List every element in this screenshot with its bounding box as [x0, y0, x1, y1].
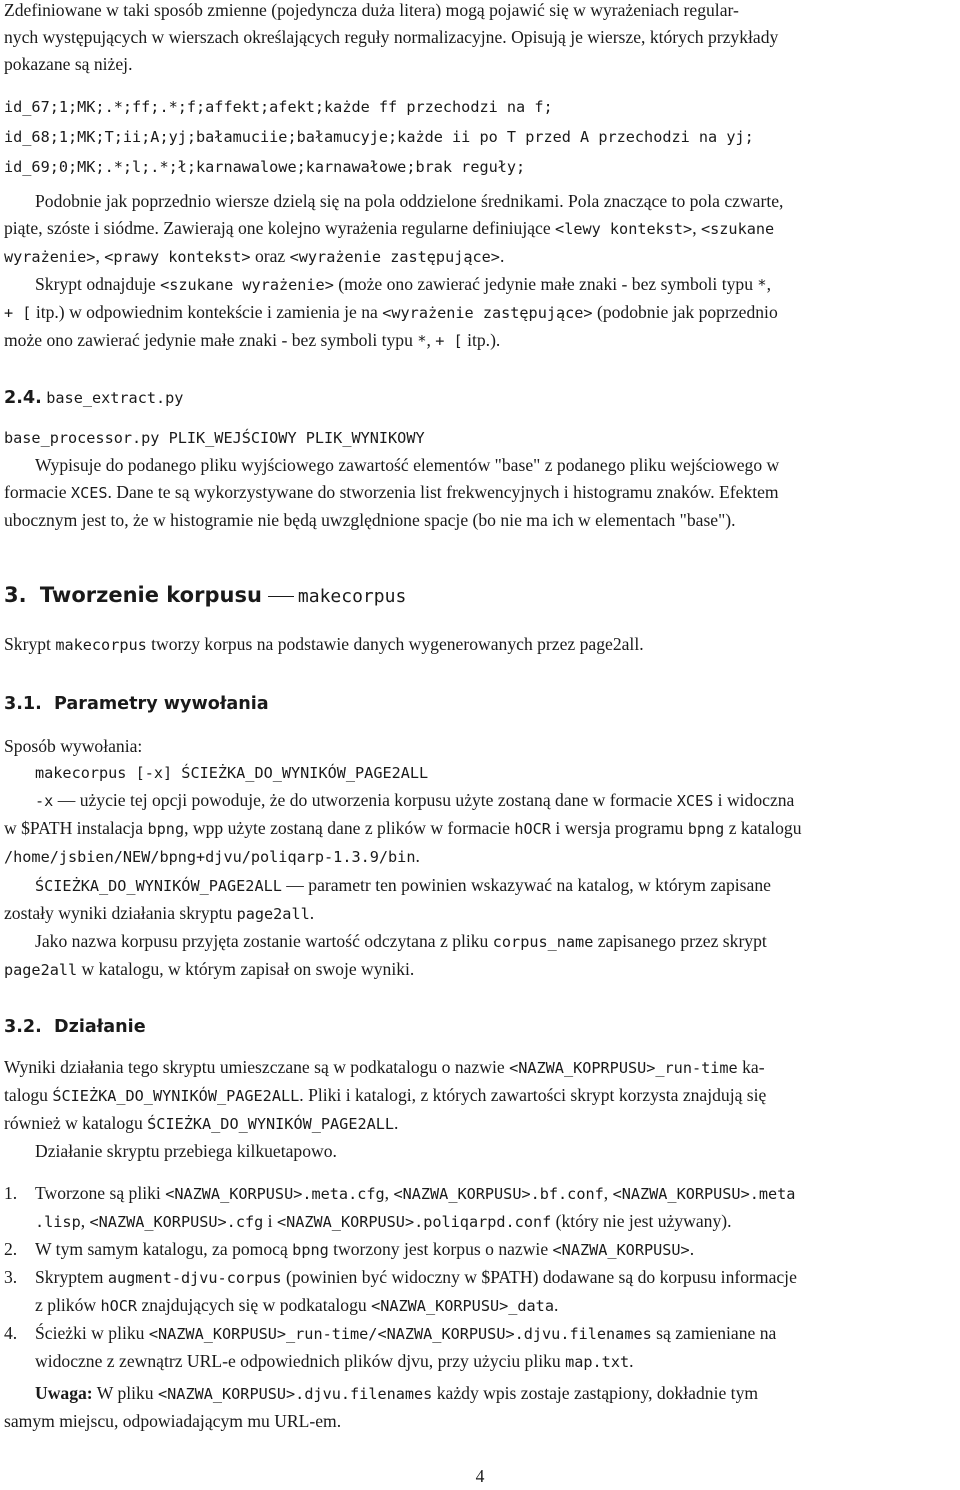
list-number: 2. — [4, 1239, 18, 1259]
desc-line-3: ubocznym jest to, że w histogramie nie będą uwzględnione spacje (bo nie ma ich w elementach "base"). — [4, 510, 736, 530]
fields-paragraph — [4, 188, 952, 355]
code-x-option: -x — [35, 792, 54, 810]
code-results-path: ŚCIEŻKA_DO_WYNIKÓW_PAGE2ALL — [147, 1115, 395, 1133]
step-text: , — [603, 1183, 613, 1203]
section-3-intro — [4, 631, 952, 659]
section-2-4-body — [4, 425, 952, 534]
list-item — [4, 1180, 956, 1236]
code-run-time: <NAZWA_KOPRPUSU>_run-time — [509, 1059, 738, 1077]
body-text: ka- — [737, 1057, 765, 1077]
code-search-expr-a: <szukane — [701, 220, 775, 238]
name-text: zapisanego przez skrypt — [593, 931, 767, 951]
step-text: tworzony jest korpus o nazwie — [328, 1239, 553, 1259]
code-replacement-expr-2: <wyrażenie zastępujące> — [382, 304, 593, 322]
code-file: <NAZWA_KORPUSU>.poliqarpd.conf — [276, 1213, 552, 1231]
fields-line-1: Podobnie jak poprzednio wiersze dzielą się na pola oddzielone średnikami. Pola znaczące to pola czwarte, — [35, 191, 784, 211]
option-text: — użycie tej opcji powoduje, że do utworzenia korpusu użyte zostaną dane w formacie — [53, 790, 677, 810]
code-bin-path: /home/jsbien/NEW/bpng+djvu/poliqarp-1.3.9/bin — [4, 848, 416, 866]
note-text: każdy wpis zostaje zastąpiony, dokładnie tym — [432, 1383, 759, 1403]
script-text: , — [426, 330, 436, 350]
section-3-heading — [4, 581, 406, 611]
script-text: itp.) w odpowiednim kontekście i zamienia je na — [31, 302, 383, 322]
option-text: i wersja programu — [550, 818, 688, 838]
body-text: również w katalogu — [4, 1113, 148, 1133]
fields-text: , — [95, 246, 105, 266]
option-text: w $PATH instalacja — [4, 818, 148, 838]
section-title: Parametry wywołania — [54, 694, 269, 714]
code-makecorpus: makecorpus — [55, 636, 147, 654]
step-text: Skryptem — [35, 1267, 108, 1287]
list-item — [4, 1236, 956, 1264]
step-text: , — [384, 1183, 394, 1203]
code-data-dir: <NAZWA_KORPUSU>_data — [371, 1297, 554, 1315]
section-3-2-heading — [4, 1014, 146, 1040]
list-item — [4, 1320, 956, 1376]
usage-code: makecorpus [-x] ŚCIEŻKA_DO_WYNIKÓW_PAGE2ALL — [35, 764, 429, 782]
body-text: . — [394, 1113, 399, 1133]
step-text: Ścieżki w pliku — [35, 1323, 149, 1343]
step-text: Tworzone są pliki — [35, 1183, 166, 1203]
section-number: 2.4. — [4, 388, 42, 408]
list-number: 1. — [4, 1183, 18, 1203]
code-plus-bracket: + [ — [4, 304, 32, 322]
code-corpus-name: corpus_name — [492, 933, 594, 951]
body-text: . Pliki i katalogi, z których zawartości skrypt korzysta znajdują się — [299, 1085, 767, 1105]
section-title-code: base_extract.py — [46, 389, 184, 407]
step-text: (powinien być widoczny w $PATH) dodawane są do korpusu informacje — [281, 1267, 797, 1287]
step-text: . — [689, 1239, 695, 1259]
code-page2all: page2all — [236, 905, 310, 923]
usage-code: base_processor.py PLIK_WEJŚCIOWY PLIK_WYNIKOWY — [4, 429, 425, 447]
rules-code-block — [4, 92, 952, 182]
code-results-path: ŚCIEŻKA_DO_WYNIKÓW_PAGE2ALL — [52, 1087, 300, 1105]
intro-line-3: pokazane są niżej. — [4, 54, 133, 74]
script-text: , — [766, 274, 771, 294]
script-text: może ono zawierać jedynie małe znaki - bez symboli typu — [4, 330, 418, 350]
note-line-2: samym miejscu, odpowiadającym mu URL-em. — [4, 1411, 342, 1431]
code-filenames: <NAZWA_KORPUSU>.djvu.filenames — [158, 1385, 433, 1403]
rule-line-67: id_67;1;MK;.*;ff;.*;f;affekt;afekt;każde ff przechodzi na f; — [4, 98, 553, 116]
code-bpng: bpng — [147, 820, 185, 838]
script-text: (może ono zawierać jedynie małe znaki - bez symboli typu — [333, 274, 758, 294]
note-text: W pliku — [92, 1383, 159, 1403]
code-file: .lisp — [35, 1213, 81, 1231]
step-text: z plików — [35, 1295, 101, 1315]
step-text: (który nie jest używany). — [551, 1211, 732, 1231]
desc-text: . Dane te są wykorzystywane do stworzenia list frekwencyjnych i histogramu znaków. Efektem — [107, 482, 779, 502]
rule-line-69: id_69;0;MK;.*;l;.*;ł;karnawalowe;karnawałowe;brak reguły; — [4, 158, 526, 176]
code-file: <NAZWA_KORPUSU>.meta — [612, 1185, 796, 1203]
script-text: Skrypt odnajduje — [35, 274, 161, 294]
body-text: talogu — [4, 1085, 53, 1105]
section-number: 3.1. — [4, 694, 42, 714]
fields-text: , — [692, 218, 701, 238]
section-3-2-body — [4, 1054, 952, 1165]
code-xces: XCES — [70, 484, 108, 502]
rule-line-68: id_68;1;MK;T;ii;A;yj;bałamuciie;bałamucyje;każde ii po T przed A przechodzi na yj; — [4, 128, 754, 146]
code-file: <NAZWA_KORPUSU>.meta.cfg — [165, 1185, 385, 1203]
step-text: i — [263, 1211, 277, 1231]
code-plus-bracket-2: + [ — [435, 332, 463, 350]
code-left-context: <lewy kontekst> — [555, 220, 693, 238]
intro-text: Skrypt — [4, 634, 56, 654]
list-item — [4, 1264, 956, 1320]
code-bpng: bpng — [687, 820, 725, 838]
fields-text: . — [499, 246, 505, 266]
code-corpus-name: <NAZWA_KORPUSU> — [552, 1241, 690, 1259]
desc-text: formacie — [4, 482, 71, 502]
code-search-expr-b: wyrażenie> — [4, 248, 96, 266]
script-text: itp.). — [462, 330, 501, 350]
section-2-4-heading — [4, 384, 952, 412]
desc-line-1: Wypisuje do podanego pliku wyjściowego zawartość elementów "base" z podanego pliku wejściowego w — [35, 455, 780, 475]
code-hocr: hOCR — [514, 820, 551, 838]
option-text: i widoczna — [713, 790, 795, 810]
note-label: Uwaga: — [35, 1383, 93, 1403]
step-text: widoczne z zewnątrz URL-e odpowiednich plików djvu, przy użyciu pliku — [35, 1351, 566, 1371]
code-file: <NAZWA_KORPUSU>.cfg — [89, 1213, 264, 1231]
fields-text: oraz — [250, 246, 290, 266]
param-text: — parametr ten powinien wskazywać na katalog, w którym zapisane — [281, 875, 771, 895]
section-title-code: makecorpus — [297, 586, 407, 607]
section-number: 3. — [4, 583, 27, 607]
intro-paragraph — [4, 0, 952, 78]
section-3-1-body — [4, 733, 952, 984]
stages-intro: Działanie skryptu przebiega kilkuetapowo. — [35, 1141, 337, 1161]
intro-line-1: Zdefiniowane w taki sposób zmienne (pojedyncza duża litera) mogą pojawić się w wyrażeniach regular- — [4, 0, 739, 20]
code-augment-script: augment-djvu-corpus — [107, 1269, 282, 1287]
section-number: 3.2. — [4, 1017, 42, 1037]
code-right-context: <prawy kontekst> — [104, 248, 251, 266]
option-text: z katalogu — [724, 818, 802, 838]
section-3-1-heading — [4, 691, 269, 717]
step-text: W tym samym katalogu, za pomocą — [35, 1239, 293, 1259]
code-param-path: ŚCIEŻKA_DO_WYNIKÓW_PAGE2ALL — [35, 877, 282, 895]
usage-label: Sposób wywołania: — [4, 736, 143, 756]
intro-text: tworzy korpus na podstawie danych wygenerowanych przez page2all. — [146, 634, 644, 654]
option-text: . — [415, 846, 420, 866]
list-number: 4. — [4, 1323, 18, 1343]
script-text: (podobnie jak poprzednio — [592, 302, 778, 322]
intro-line-2: nych występujących w wierszach określających reguły normalizacyjne. Opisują je wiersze, których przykłady — [4, 27, 779, 47]
code-bpng: bpng — [292, 1241, 329, 1259]
list-number: 3. — [4, 1267, 18, 1287]
param-text: zostały wyniki działania skryptu — [4, 903, 237, 923]
code-star: * — [757, 276, 767, 294]
option-text: , wpp użyte zostaną dane z plików w formacie — [184, 818, 515, 838]
note-paragraph — [4, 1380, 952, 1435]
steps-list — [4, 1180, 956, 1376]
step-text: . — [553, 1295, 559, 1315]
name-text: Jako nazwa korpusu przyjęta zostanie wartość odczytana z pliku — [35, 931, 493, 951]
code-replacement-expr: <wyrażenie zastępujące> — [289, 248, 500, 266]
name-text: w katalogu, w którym zapisał on swoje wyniki. — [77, 959, 415, 979]
section-title: Tworzenie korpusu — [39, 583, 262, 607]
code-page2all: page2all — [4, 961, 78, 979]
code-xces: XCES — [676, 792, 714, 810]
page-number: 4 — [475, 1466, 485, 1486]
code-map-txt: map.txt — [565, 1353, 630, 1371]
code-filenames-path: <NAZWA_KORPUSU>_run-time/<NAZWA_KORPUSU>.djvu.filenames — [148, 1325, 652, 1343]
param-text: . — [309, 903, 315, 923]
section-title: Działanie — [54, 1017, 146, 1037]
code-file: <NAZWA_KORPUSU>.bf.conf — [393, 1185, 604, 1203]
em-dash — [268, 596, 294, 597]
code-hocr: hOCR — [100, 1297, 138, 1315]
step-text: znajdujących się w podkatalogu — [137, 1295, 372, 1315]
code-search-expr: <szukane wyrażenie> — [160, 276, 334, 294]
step-text: są zamieniane na — [651, 1323, 777, 1343]
step-text: , — [80, 1211, 90, 1231]
body-text: Wyniki działania tego skryptu umieszczane są w podkatalogu o nazwie — [4, 1057, 510, 1077]
step-text: . — [629, 1351, 634, 1371]
fields-text: piąte, szóste i siódme. Zawierają one kolejno wyrażenia regularne definiujące — [4, 218, 556, 238]
code-star-2: * — [417, 332, 427, 350]
